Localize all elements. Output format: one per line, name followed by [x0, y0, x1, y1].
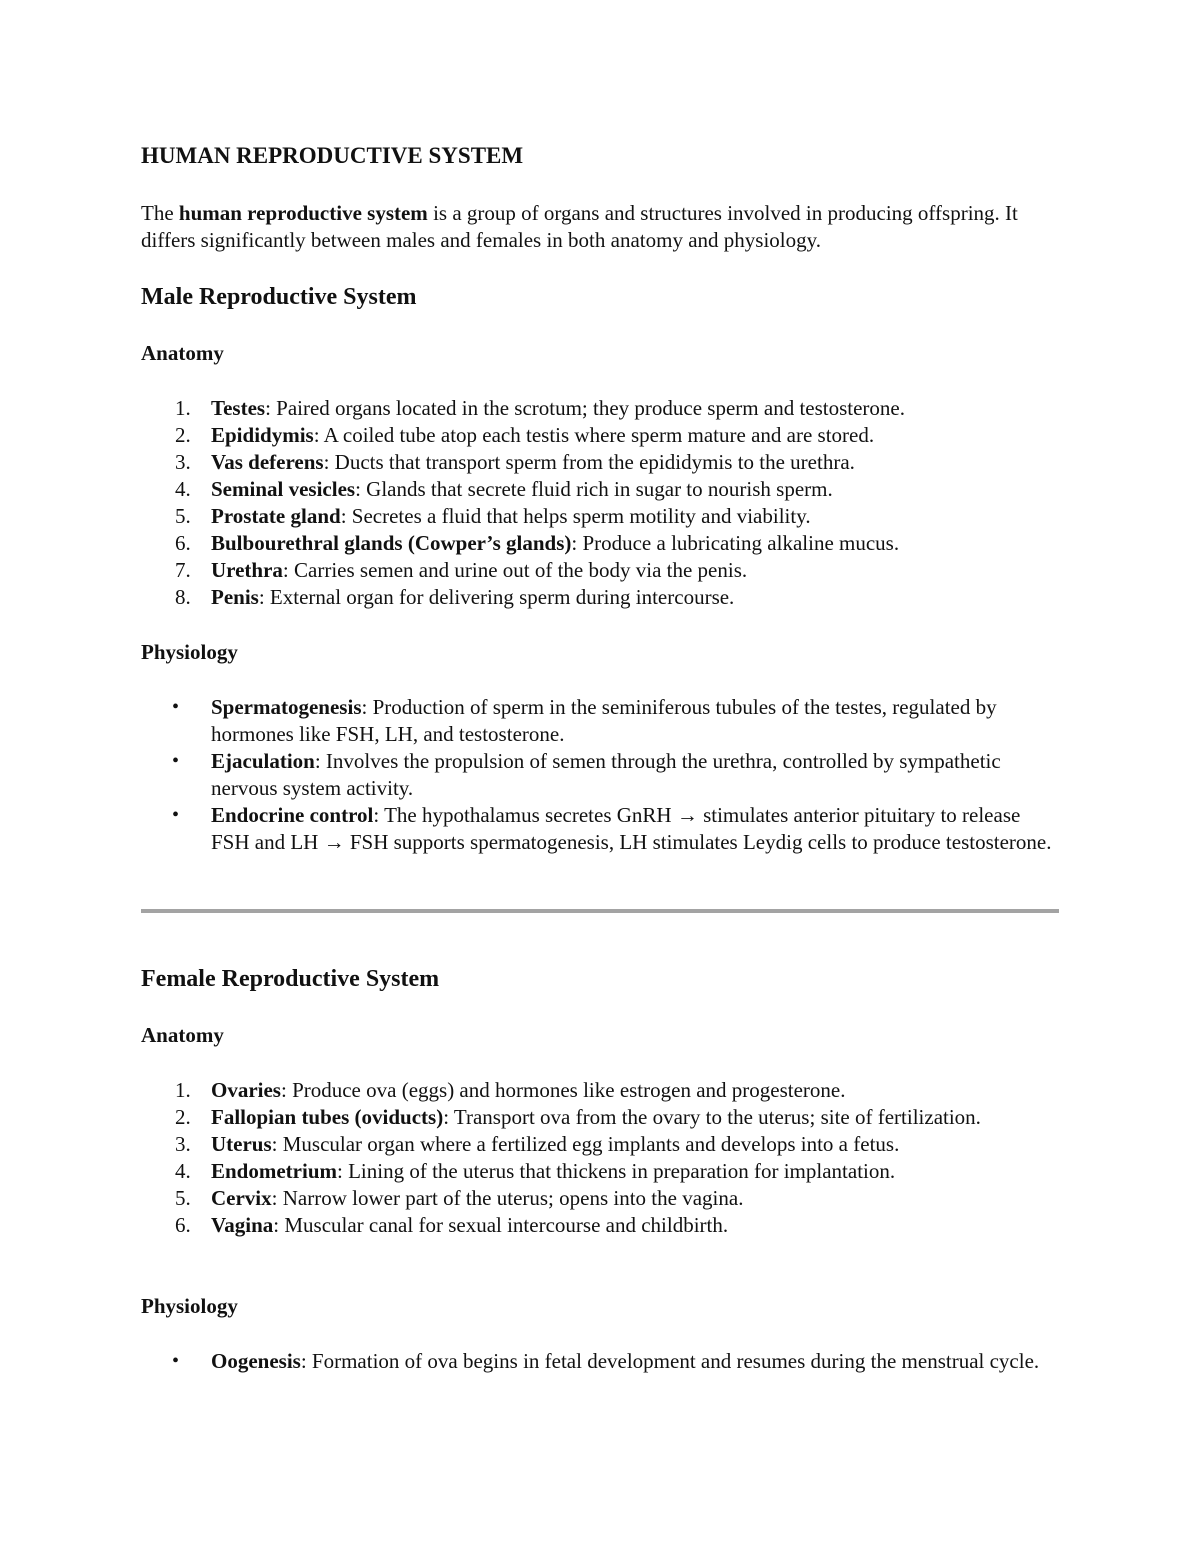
list-desc: : Narrow lower part of the uterus; opens into the vagina.: [271, 1186, 744, 1210]
list-desc: : Carries semen and urine out of the body via the penis.: [282, 558, 748, 582]
female-physiology-heading: Physiology: [141, 1294, 238, 1318]
list-term: Vas deferens: [211, 450, 324, 474]
list-desc: : Paired organs located in the scrotum; they produce sperm and testosterone.: [265, 396, 905, 420]
list-number: 6.: [175, 1213, 191, 1237]
list-item: [141, 395, 1056, 422]
list-item: [141, 802, 1056, 856]
list-number: 4.: [175, 477, 191, 501]
intro-bold-term: human reproductive system: [178, 201, 428, 225]
list-desc: : Ducts that transport sperm from the epididymis to the urethra.: [323, 450, 855, 474]
list-number: 1.: [175, 1078, 191, 1102]
list-desc: : Muscular organ where a fertilized egg implants and develops into a fetus.: [271, 1132, 900, 1156]
female-anatomy-list: [141, 1077, 1056, 1239]
list-item: [141, 1131, 1056, 1158]
list-term: Endometrium: [211, 1159, 337, 1183]
bullet-marker: •: [172, 696, 180, 718]
list-desc: : Produce ova (eggs) and hormones like estrogen and progesterone.: [280, 1078, 846, 1102]
list-item: [141, 1185, 1056, 1212]
list-item: [141, 1212, 1056, 1239]
list-term: Ovaries: [211, 1078, 281, 1102]
list-item: [141, 1348, 1056, 1375]
list-desc: : External organ for delivering sperm during intercourse.: [258, 585, 735, 609]
list-term: Urethra: [211, 558, 283, 582]
list-number: 3.: [175, 450, 191, 474]
list-term: Seminal vesicles: [211, 477, 356, 501]
list-number: 4.: [175, 1159, 191, 1183]
list-term: Vagina: [211, 1213, 274, 1237]
male-anatomy-heading: Anatomy: [141, 341, 224, 365]
list-desc: : Secretes a fluid that helps sperm motility and viability.: [340, 504, 811, 528]
list-number: 6.: [175, 531, 191, 555]
list-item: [141, 1077, 1056, 1104]
list-item: [141, 422, 1056, 449]
list-item: [141, 1104, 1056, 1131]
list-number: 5.: [175, 1186, 191, 1210]
female-anatomy-heading: Anatomy: [141, 1023, 224, 1047]
list-term: Endocrine control: [211, 803, 374, 827]
list-term: Oogenesis: [211, 1349, 301, 1373]
list-term: Ejaculation: [211, 749, 315, 773]
document-title: HUMAN REPRODUCTIVE SYSTEM: [141, 143, 524, 168]
list-item: [141, 476, 1056, 503]
list-item: [141, 694, 1056, 748]
bullet-marker: •: [172, 1350, 180, 1372]
list-desc: : Transport ova from the ovary to the uterus; site of fertilization.: [443, 1105, 981, 1129]
list-desc: : Production of sperm in the seminiferous tubules of the testes, regulated by hormones like FSH, LH, and testosterone.: [211, 695, 997, 746]
list-desc: : Lining of the uterus that thickens in preparation for implantation.: [337, 1159, 896, 1183]
bullet-marker: •: [172, 804, 180, 826]
list-desc: : Involves the propulsion of semen through the urethra, controlled by sympathetic nervous system activity.: [211, 749, 1001, 800]
female-section-heading: Female Reproductive System: [141, 966, 440, 992]
list-term: Prostate gland: [211, 504, 341, 528]
list-term: Epididymis: [211, 423, 314, 447]
list-term: Penis: [211, 585, 259, 609]
list-desc: : Muscular canal for sexual intercourse and childbirth.: [273, 1213, 729, 1237]
female-physiology-list: [141, 1348, 1056, 1375]
list-number: 5.: [175, 504, 191, 528]
bullet-marker: •: [172, 750, 180, 772]
list-number: 7.: [175, 558, 191, 582]
horizontal-rule: [141, 909, 1059, 913]
list-number: 8.: [175, 585, 191, 609]
intro-paragraph: [141, 200, 1051, 254]
list-desc: : The hypothalamus secretes GnRH → stimulates anterior pituitary to release FSH and LH → FSH supports spermatogenesis, LH stimulates Leydig cells to produce testosterone.: [211, 803, 1052, 854]
list-number: 1.: [175, 396, 191, 420]
list-term: Spermatogenesis: [211, 695, 362, 719]
list-desc: : A coiled tube atop each testis where sperm mature and are stored.: [313, 423, 875, 447]
list-desc: : Glands that secrete fluid rich in sugar to nourish sperm.: [355, 477, 833, 501]
list-number: 2.: [175, 1105, 191, 1129]
list-term: Bulbourethral glands (Cowper’s glands): [211, 531, 572, 555]
intro-text-start: The: [141, 201, 179, 225]
list-desc: : Formation of ova begins in fetal development and resumes during the menstrual cycle.: [300, 1349, 1040, 1373]
list-number: 3.: [175, 1132, 191, 1156]
intro-text-end: is a group of organs and structures involved in producing offspring. It differs significantly between males and females in both anatomy and physiology.: [141, 201, 1018, 252]
list-term: Uterus: [211, 1132, 272, 1156]
list-item: [141, 1158, 1056, 1185]
list-item: [141, 584, 1056, 611]
list-item: [141, 503, 1056, 530]
list-item: [141, 557, 1056, 584]
list-item: [141, 449, 1056, 476]
male-physiology-list: [141, 694, 1056, 856]
list-term: Cervix: [211, 1186, 272, 1210]
list-item: [141, 748, 1056, 802]
male-anatomy-list: [141, 395, 1056, 611]
list-desc: : Produce a lubricating alkaline mucus.: [571, 531, 900, 555]
male-physiology-heading: Physiology: [141, 640, 238, 664]
list-item: [141, 530, 1056, 557]
list-number: 2.: [175, 423, 191, 447]
list-term: Testes: [211, 396, 266, 420]
list-term: Fallopian tubes (oviducts): [211, 1105, 444, 1129]
male-section-heading: Male Reproductive System: [141, 284, 417, 310]
